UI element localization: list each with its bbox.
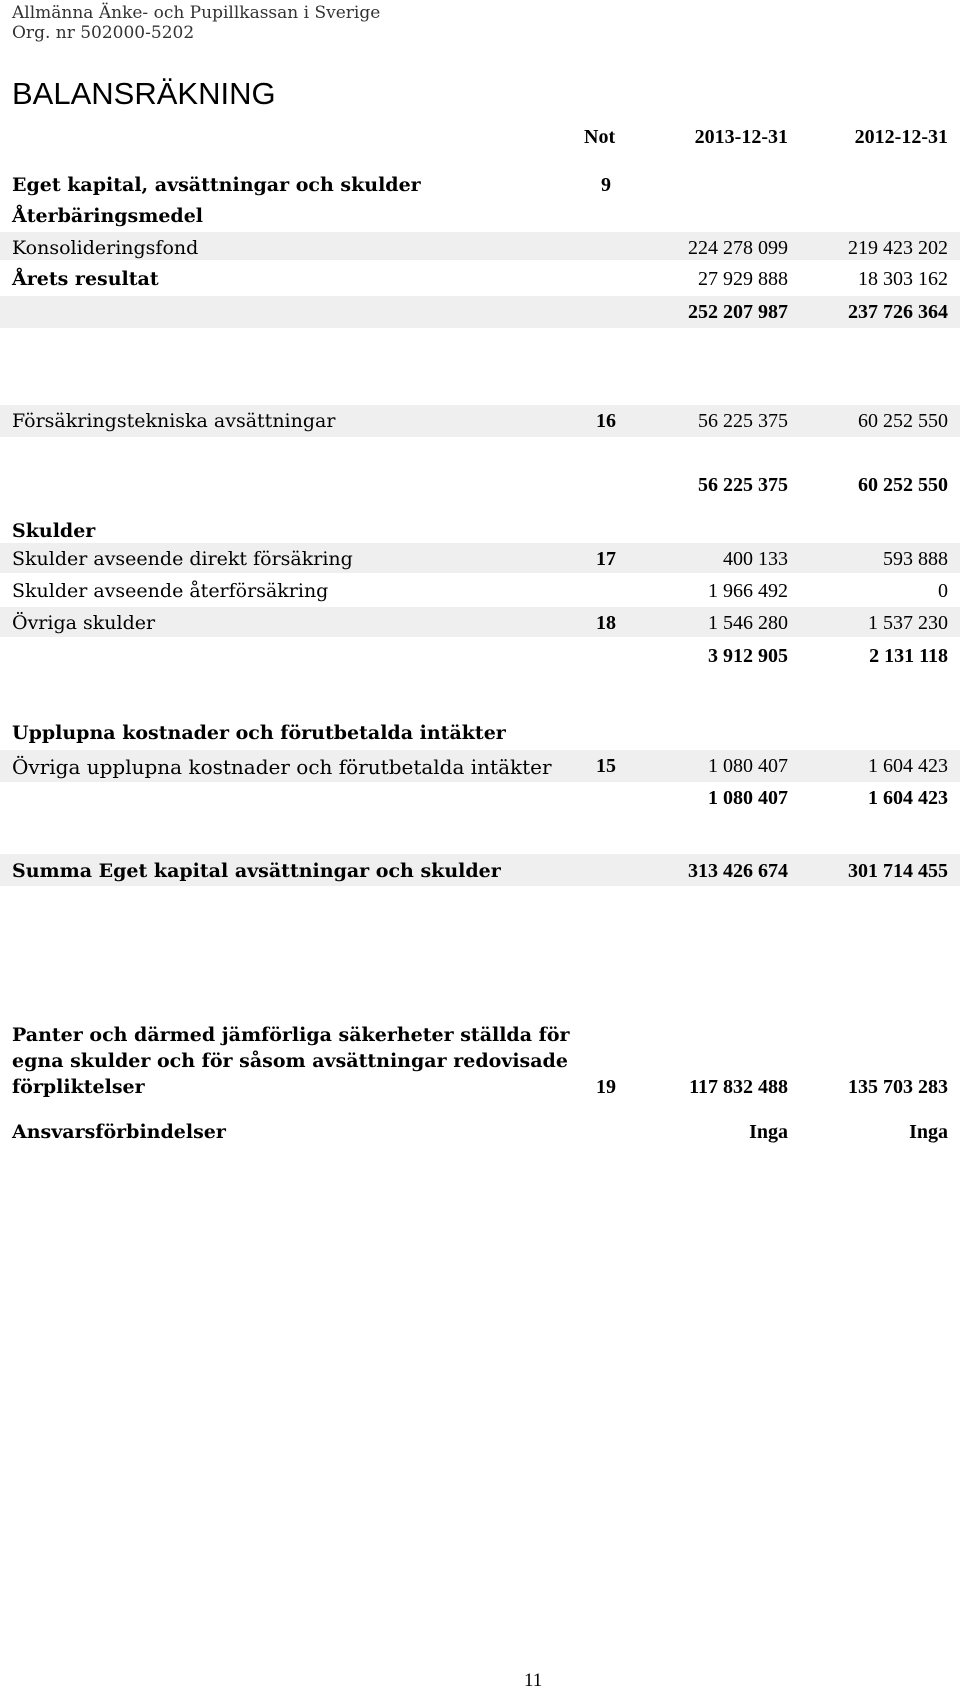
value-2012: 1 604 423 — [868, 755, 948, 777]
row-label: Skulder avseende direkt försäkring — [12, 548, 353, 570]
column-header-2012: 2012-12-31 — [854, 126, 948, 148]
value-2013: 1 080 407 — [708, 755, 788, 777]
row-note: 18 — [596, 612, 616, 634]
total-2013: 313 426 674 — [688, 860, 788, 882]
org-number: Org. nr 502000-5202 — [12, 23, 195, 43]
value-2013: 56 225 375 — [698, 410, 788, 432]
subtotal-2012: 60 252 550 — [858, 474, 948, 496]
section-heading: Upplupna kostnader och förutbetalda intäkter — [12, 722, 506, 744]
value-2013: 27 929 888 — [698, 268, 788, 290]
value-2013: 117 832 488 — [689, 1076, 788, 1098]
value-2013: 224 278 099 — [688, 237, 788, 259]
pledged-label-line: Panter och därmed jämförliga säkerheter ställda för — [12, 1024, 570, 1046]
pledged-label-line: förpliktelser — [12, 1076, 145, 1098]
row-note: 19 — [596, 1076, 616, 1098]
row-note: 16 — [596, 410, 616, 432]
row-label: Skulder avseende återförsäkring — [12, 580, 329, 602]
value-2012: 593 888 — [883, 548, 948, 570]
subtotal-2012: 2 131 118 — [869, 645, 948, 667]
value-2012: 0 — [938, 580, 948, 602]
value-2012: Inga — [909, 1121, 948, 1143]
row-label: Eget kapital, avsättningar och skulder — [12, 174, 421, 196]
column-header-2013: 2013-12-31 — [694, 126, 788, 148]
contingent-liabilities-label: Ansvarsförbindelser — [12, 1121, 226, 1143]
section-heading: Skulder — [12, 520, 96, 542]
total-label: Summa Eget kapital avsättningar och skulder — [12, 860, 501, 882]
value-2012: 1 537 230 — [868, 612, 948, 634]
subtotal-2013: 252 207 987 — [688, 301, 788, 323]
subtotal-2012: 237 726 364 — [848, 301, 948, 323]
value-2012: 60 252 550 — [858, 410, 948, 432]
row-shade — [0, 296, 960, 328]
row-note: 15 — [596, 755, 616, 777]
row-note: 17 — [596, 548, 616, 570]
total-2012: 301 714 455 — [848, 860, 948, 882]
page-number: 11 — [524, 1670, 543, 1691]
value-2013: 1 546 280 — [708, 612, 788, 634]
pledged-label-line: egna skulder och för såsom avsättningar redovisade — [12, 1050, 568, 1072]
value-2012: 135 703 283 — [848, 1076, 948, 1098]
row-label: Försäkringstekniska avsättningar — [12, 410, 336, 432]
subtotal-2013: 56 225 375 — [698, 474, 788, 496]
value-2012: 18 303 162 — [858, 268, 948, 290]
value-2013: 1 966 492 — [708, 580, 788, 602]
row-note: 9 — [601, 174, 611, 196]
row-label: Årets resultat — [12, 268, 159, 290]
row-label: Återbäringsmedel — [12, 205, 204, 227]
value-2013: 400 133 — [723, 548, 788, 570]
row-label: Övriga skulder — [12, 612, 156, 634]
row-label: Konsolideringsfond — [12, 237, 199, 259]
column-header-not: Not — [584, 126, 616, 148]
value-2013: Inga — [749, 1121, 788, 1143]
subtotal-2013: 3 912 905 — [708, 645, 788, 667]
subtotal-2012: 1 604 423 — [868, 787, 948, 809]
page-title: BALANSRÄKNING — [12, 76, 276, 111]
value-2012: 219 423 202 — [848, 237, 948, 259]
subtotal-2013: 1 080 407 — [708, 787, 788, 809]
org-name: Allmänna Änke- och Pupillkassan i Sverige — [12, 3, 381, 23]
row-label: Övriga upplupna kostnader och förutbetalda intäkter — [12, 755, 552, 779]
